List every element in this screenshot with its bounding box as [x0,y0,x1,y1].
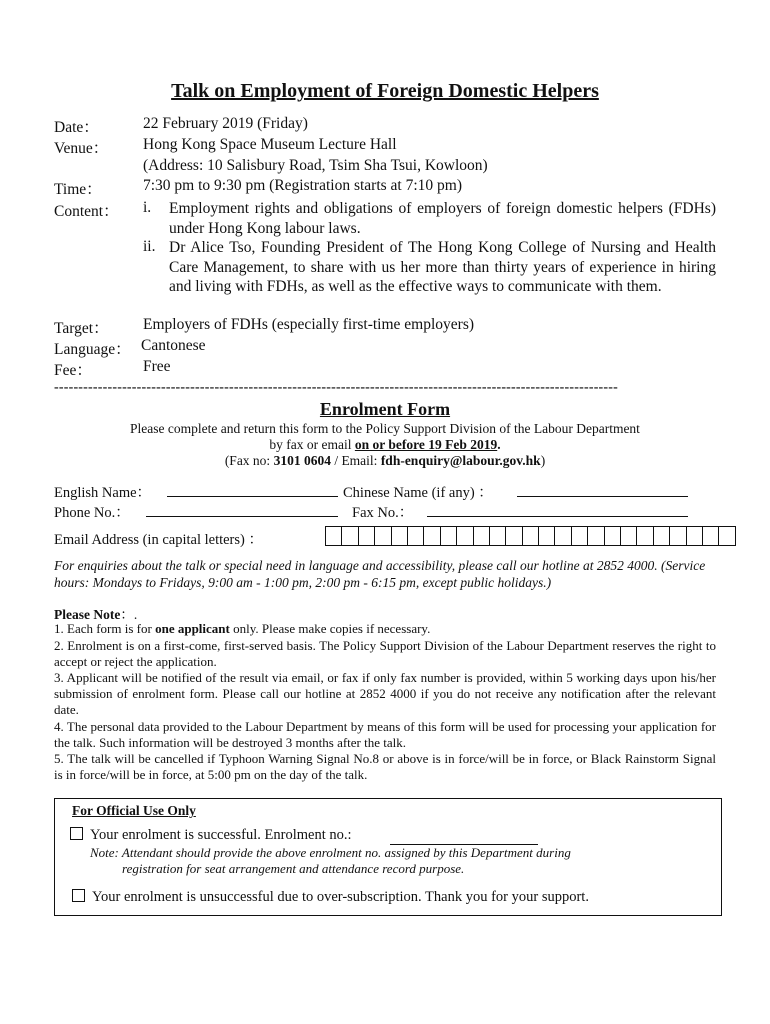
content-item-2-text: Dr Alice Tso, Founding President of The Hong Kong College of Nursing and Health Care Management, to share with us her more than thirty years of experience in hiring and living with FDHs, as well as the effective ways to communicate with them. [169,239,716,295]
chinese-name-field[interactable] [517,482,688,497]
instruction-suffix: . [497,437,501,452]
language-label: Language： [54,341,131,358]
form-instruction-line2 [0,437,770,453]
page-title: Talk on Employment of Foreign Domestic Helpers [171,80,599,102]
unsuccess-checkbox[interactable] [72,889,85,902]
chinese-name-label: Chinese Name (if any) ： [343,485,493,501]
english-name-label: English Name： [54,485,152,501]
target-label: Target： [54,320,109,337]
content-item-2-marker: ii. [143,238,156,255]
instruction-prefix: by fax or email [269,437,355,452]
fax-label: Fax No.： [352,505,414,521]
time-value: 7:30 pm to 9:30 pm (Registration starts at 7:10 pm) [143,177,463,194]
note-item-4: 4. The personal data provided to the Labour Department by means of this form will be used for processing your application for the talk. Such information will be destroyed 3 months after the talk. [54,719,716,750]
content-item-1-text: Employment rights and obligations of employers of foreign domestic helpers (FDHs) under Hong Kong labour laws. [169,200,716,237]
venue-value: Hong Kong Space Museum Lecture Hall [143,136,397,153]
unsuccess-text: Your enrolment is unsuccessful due to over-subscription. Thank you for your support. [92,889,589,905]
note-1-suffix: only. Please make copies if necessary. [229,621,431,636]
success-text: Your enrolment is successful. Enrolment no.: [90,827,352,843]
form-instruction-line1: Please complete and return this form to the Policy Support Division of the Labour Department [130,421,640,436]
note-item-1 [54,621,716,637]
please-note-heading [54,603,137,623]
enquiry-note: For enquiries about the talk or special need in language and accessibility, please call our hotline at 2852 4000. (Service hours: Mondays to Fridays, 9:00 am - 1:00 pm, 2:00 pm - 6:15 pm, except public holidays.) [54,558,706,590]
phone-label: Phone No.： [54,505,130,521]
email-address-link[interactable]: fdh-enquiry@labour.gov.hk [380,453,541,468]
success-note-line2: registration for seat arrangement and attendance record purpose. [122,861,465,876]
unsuccess-row [72,889,589,906]
email-character-boxes[interactable] [325,526,736,546]
english-name-field[interactable] [167,482,338,497]
success-note-line1: Note: Attendant should provide the above enrolment no. assigned by this Department during [90,845,571,860]
success-checkbox[interactable] [70,827,83,840]
enrolment-number-field[interactable] [390,830,538,845]
official-use-box [54,798,722,916]
note-item-3: 3. Applicant will be notified of the result via email, or fax if only fax number is provided, within 5 working days upon his/her submission of enrolment form. Please call our hotline at 2852 4000 if you do not receive any notification after the relevant date. [54,670,716,717]
venue-label: Venue： [54,140,109,157]
note-item-2: 2. Enrolment is on a first-come, first-served basis. The Policy Support Division of the Labour Department reserves the right to accept or reject the application. [54,638,716,669]
contact-suffix: ) [540,453,546,468]
date-value: 22 February 2019 (Friday) [143,115,308,132]
success-row [70,827,352,844]
fax-prefix: (Fax no: [224,453,274,468]
fax-field[interactable] [427,502,688,517]
deadline-text: on or before 19 Feb 2019 [354,437,498,452]
venue-address: (Address: 10 Salisbury Road, Tsim Sha Tsui, Kowloon) [143,157,488,174]
fee-value: Free [143,358,171,375]
form-heading: Enrolment Form [319,399,451,419]
phone-field[interactable] [146,502,338,517]
note-1-bold: one applicant [155,621,230,636]
note-1-prefix: 1. Each form is for [54,621,156,636]
fee-label: Fee： [54,362,92,379]
official-use-heading: For Official Use Only [72,803,196,818]
dashed-separator: -------------------------------------------------------------------------------------------------------------------- [54,380,619,395]
language-value: Cantonese [141,337,206,354]
content-item-1-marker: i. [143,199,152,216]
please-note-title: Please Note [54,607,121,622]
note-item-5: 5. The talk will be cancelled if Typhoon Warning Signal No.8 or above is in force/will be in force, or Black Rainstorm Signal is in force/will be in force, at 5:00 pm on the day of the talk. [54,751,716,782]
please-note-suffix: ：. [120,607,138,622]
time-label: Time： [54,181,102,198]
target-value: Employers of FDHs (especially first-time employers) [143,316,475,333]
form-contact-line [0,453,770,469]
email-prefix: / Email: [330,453,381,468]
fax-number: 3101 0604 [273,453,331,468]
content-label: Content： [54,203,119,220]
email-label: Email Address (in capital letters) ： [54,532,263,548]
date-label: Date： [54,119,99,136]
